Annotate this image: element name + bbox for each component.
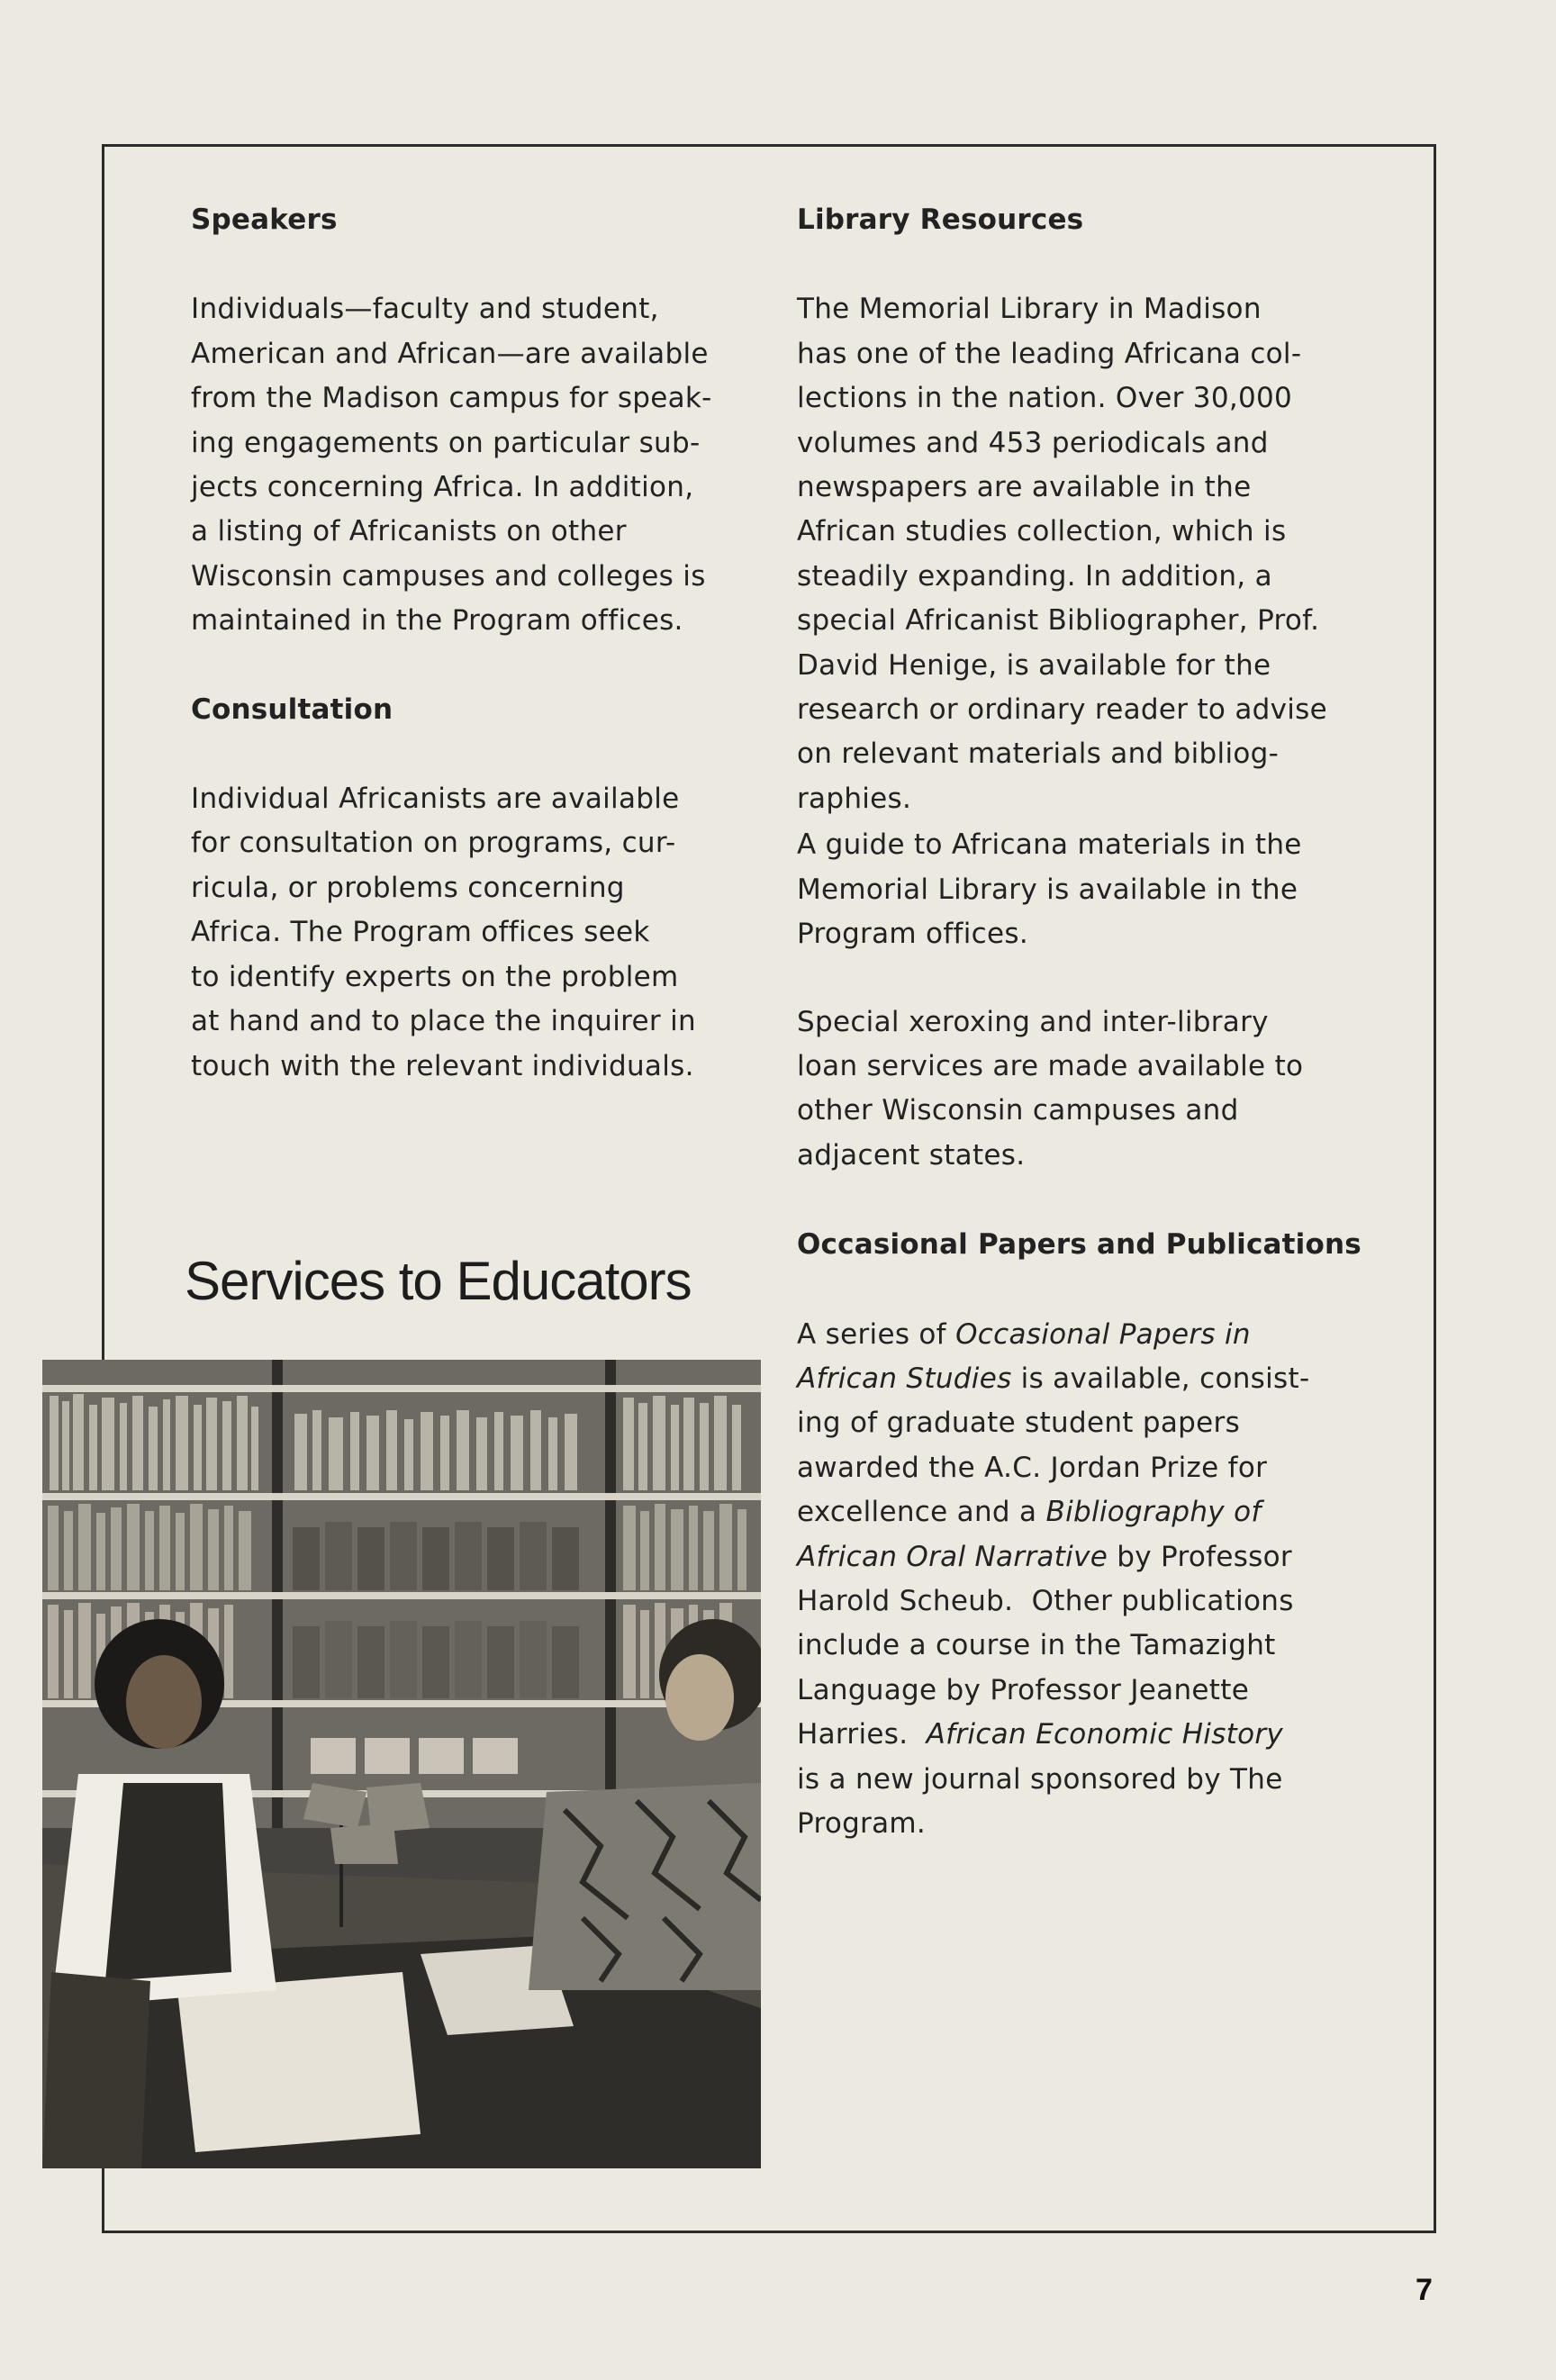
text-line: volumes and 453 periodicals and xyxy=(797,426,1269,459)
text-line: Special xeroxing and inter-library xyxy=(797,1005,1269,1038)
text-line: Program offices. xyxy=(797,918,1028,951)
publications-paragraph xyxy=(797,1313,1373,1847)
text-line: Wisconsin campuses and colleges is xyxy=(191,559,706,593)
text-line: Harries. African Economic History xyxy=(797,1718,1284,1751)
text-line: for consultation on programs, cur- xyxy=(191,827,676,860)
speakers-paragraph xyxy=(191,287,767,643)
page-number: 7 xyxy=(1416,2273,1433,2307)
text-line: newspapers are available in the xyxy=(797,471,1252,504)
text-line: steadily expanding. In addition, a xyxy=(797,559,1272,593)
library-paragraph-1 xyxy=(797,287,1373,821)
text-line: touch with the relevant individuals. xyxy=(191,1049,694,1082)
text-line: from the Madison campus for speak- xyxy=(191,382,712,415)
text-line: ing engagements on particular sub- xyxy=(191,426,701,459)
text-line: Individuals—faculty and student, xyxy=(191,293,659,326)
text-line: A series of Occasional Papers in xyxy=(797,1317,1251,1351)
text-line: research or ordinary reader to advise xyxy=(797,693,1327,727)
text-line: African Oral Narrative by Professor xyxy=(797,1540,1292,1573)
left-column xyxy=(191,198,767,1089)
text-line: loan services are made available to xyxy=(797,1049,1304,1082)
consultation-heading: Consultation xyxy=(191,692,394,726)
text-line: Language by Professor Jeanette xyxy=(797,1673,1250,1706)
library-resources-heading: Library Resources xyxy=(797,204,1084,236)
library-photo xyxy=(42,1360,761,2168)
right-column xyxy=(797,198,1373,1846)
text-line: has one of the leading Africana col- xyxy=(797,337,1302,370)
services-to-educators-title: Services to Educators xyxy=(185,1251,692,1311)
library-paragraph-3 xyxy=(797,1000,1373,1179)
text-line: African studies collection, which is xyxy=(797,515,1287,548)
text-line: on relevant materials and bibliog- xyxy=(797,738,1280,771)
text-line: lections in the nation. Over 30,000 xyxy=(797,382,1293,415)
text-line: other Wisconsin campuses and xyxy=(797,1094,1239,1127)
text-line: The Memorial Library in Madison xyxy=(797,293,1262,326)
text-line: Harold Scheub. Other publications xyxy=(797,1584,1294,1617)
text-line: Africa. The Program offices seek xyxy=(191,916,650,949)
text-line: ing of graduate student papers xyxy=(797,1407,1241,1440)
text-line: special Africanist Bibliographer, Prof. xyxy=(797,604,1320,638)
publications-heading: Occasional Papers and Publications xyxy=(797,1228,1362,1262)
text-line: at hand and to place the inquirer in xyxy=(191,1005,696,1038)
consultation-paragraph xyxy=(191,777,767,1089)
text-line: maintained in the Program offices. xyxy=(191,604,683,638)
text-line: Memorial Library is available in the xyxy=(797,873,1298,906)
text-line: include a course in the Tamazight xyxy=(797,1629,1276,1662)
text-line: David Henige, is available for the xyxy=(797,648,1271,682)
text-line: Program. xyxy=(797,1807,927,1840)
text-line: Individual Africanists are available xyxy=(191,783,680,816)
text-line: jects concerning Africa. In addition, xyxy=(191,471,694,504)
text-line: raphies. xyxy=(797,782,912,815)
text-line: excellence and a Bibliography of xyxy=(797,1496,1262,1529)
text-line: African Studies is available, consist- xyxy=(797,1362,1310,1395)
text-line: is a new journal sponsored by The xyxy=(797,1762,1283,1796)
text-line: American and African—are available xyxy=(191,337,709,370)
text-line: adjacent states. xyxy=(797,1138,1026,1172)
speakers-heading: Speakers xyxy=(191,204,338,236)
text-line: ricula, or problems concerning xyxy=(191,871,625,904)
text-line: awarded the A.C. Jordan Prize for xyxy=(797,1451,1268,1484)
text-line: a listing of Africanists on other xyxy=(191,515,627,548)
text-line: to identify experts on the problem xyxy=(191,960,679,993)
library-paragraph-2 xyxy=(797,823,1373,956)
text-line: A guide to Africana materials in the xyxy=(797,828,1302,862)
